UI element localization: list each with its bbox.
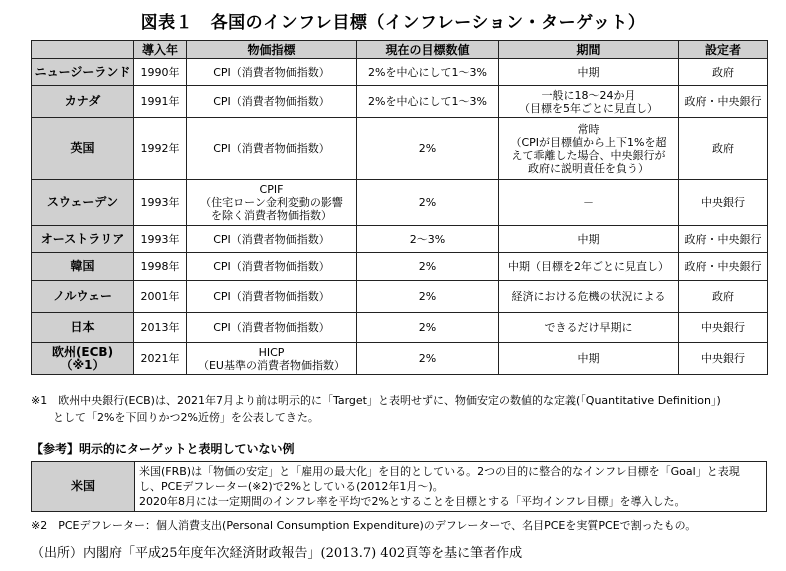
row-index: CPI（消費者物価指数） — [187, 86, 357, 118]
row-country: 欧州(ECB) （※1） — [32, 343, 134, 375]
row-country: ノルウェー — [32, 281, 134, 313]
row-setter: 政府 — [679, 281, 768, 313]
footnote-1-line-1: ※1 欧州中央銀行(ECB)は、2021年7月より前は明示的に「Target」と表明せずに、物価安定の数値的な定義(「Quantitative Definition」) — [31, 394, 721, 407]
row-index: CPIF （住宅ローン金利変動の影響 を除く消費者物価指数） — [187, 180, 357, 226]
row-target: 2% — [357, 118, 499, 180]
row-setter: 政府・中央銀行 — [679, 253, 768, 281]
row-target: 2% — [357, 253, 499, 281]
reference-line: し、PCEデフレーター(※2)で2%としている(2012年1月～)。 — [139, 480, 444, 493]
row-setter: 政府 — [679, 118, 768, 180]
table-row — [32, 253, 768, 281]
reference-country: 米国 — [32, 462, 135, 512]
header-index: 物価指標 — [187, 41, 357, 59]
table-header-row — [32, 41, 768, 59]
figure-title: 図表１ 各国のインフレ目標（インフレーション・ターゲット） — [140, 13, 646, 33]
row-year: 1991年 — [134, 86, 187, 118]
row-country: オーストラリア — [32, 226, 134, 253]
row-period: 経済における危機の状況による — [499, 281, 679, 313]
reference-table — [31, 461, 767, 512]
table-row — [32, 343, 768, 375]
row-country: ニュージーランド — [32, 59, 134, 86]
row-year: 1998年 — [134, 253, 187, 281]
row-setter: 中央銀行 — [679, 180, 768, 226]
row-country: 韓国 — [32, 253, 134, 281]
table-row — [32, 59, 768, 86]
reference-heading: 【参考】明示的にターゲットと表明していない例 — [31, 442, 295, 456]
header-setter: 設定者 — [679, 41, 768, 59]
row-index: CPI（消費者物価指数） — [187, 313, 357, 343]
row-country: カナダ — [32, 86, 134, 118]
row-target: 2% — [357, 343, 499, 375]
row-year: 1993年 — [134, 180, 187, 226]
reference-line: 2020年8月には一定期間のインフレ率を平均で2%とすることを目標とする「平均インフレ目標」を導入した。 — [139, 495, 686, 508]
header-target: 現在の目標数値 — [357, 41, 499, 59]
row-year: 1992年 — [134, 118, 187, 180]
header-year: 導入年 — [134, 41, 187, 59]
row-target: 2～3% — [357, 226, 499, 253]
table-row — [32, 313, 768, 343]
table-row — [32, 86, 768, 118]
row-year: 1993年 — [134, 226, 187, 253]
row-period: 中期 — [499, 59, 679, 86]
reference-line: 米国(FRB)は「物価の安定」と「雇用の最大化」を目的としている。2つの目的に整合的なインフレ目標を「Goal」と表現 — [139, 465, 740, 478]
row-index: CPI（消費者物価指数） — [187, 118, 357, 180]
row-index: CPI（消費者物価指数） — [187, 226, 357, 253]
row-index: CPI（消費者物価指数） — [187, 59, 357, 86]
header-country — [32, 41, 134, 59]
table-row — [32, 226, 768, 253]
row-period: 常時 （CPIが目標値から上下1%を超 えて乖離した場合、中央銀行が 政府に説明責任を負う） — [499, 118, 679, 180]
row-setter: 政府・中央銀行 — [679, 226, 768, 253]
inflation-target-table — [31, 40, 768, 375]
row-period: － — [499, 180, 679, 226]
table-row — [32, 281, 768, 313]
row-period: 中期 — [499, 226, 679, 253]
table-row — [32, 180, 768, 226]
row-period: 中期 — [499, 343, 679, 375]
row-target: 2%を中心にして1～3% — [357, 59, 499, 86]
row-setter: 政府・中央銀行 — [679, 86, 768, 118]
row-country: スウェーデン — [32, 180, 134, 226]
reference-row — [32, 462, 767, 512]
row-target: 2%を中心にして1～3% — [357, 86, 499, 118]
row-country: 英国 — [32, 118, 134, 180]
footnote-1 — [31, 392, 721, 426]
row-year: 2001年 — [134, 281, 187, 313]
row-period: 中期（目標を2年ごとに見直し） — [499, 253, 679, 281]
row-index: HICP （EU基準の消費者物価指数） — [187, 343, 357, 375]
row-index: CPI（消費者物価指数） — [187, 281, 357, 313]
reference-description — [135, 462, 767, 512]
row-target: 2% — [357, 313, 499, 343]
row-setter: 政府 — [679, 59, 768, 86]
row-target: 2% — [357, 180, 499, 226]
row-period: できるだけ早期に — [499, 313, 679, 343]
row-period: 一般に18～24か月 （目標を5年ごとに見直し） — [499, 86, 679, 118]
row-setter: 中央銀行 — [679, 313, 768, 343]
row-index: CPI（消費者物価指数） — [187, 253, 357, 281]
row-setter: 中央銀行 — [679, 343, 768, 375]
header-period: 期間 — [499, 41, 679, 59]
row-year: 2021年 — [134, 343, 187, 375]
table-row — [32, 118, 768, 180]
row-target: 2% — [357, 281, 499, 313]
row-year: 1990年 — [134, 59, 187, 86]
row-country: 日本 — [32, 313, 134, 343]
row-year: 2013年 — [134, 313, 187, 343]
footnote-2: ※2 PCEデフレーター：個人消費支出(Personal Consumption Expenditure)のデフレーターで、名目PCEを実質PCEで割ったもの。 — [31, 519, 697, 532]
footnote-1-line-2: として「2%を下回りかつ2%近傍」を公表してきた。 — [31, 411, 319, 424]
source-citation: （出所）内閣府「平成25年度年次経済財政報告」(2013.7) 402頁等を基に筆者作成 — [31, 546, 523, 561]
